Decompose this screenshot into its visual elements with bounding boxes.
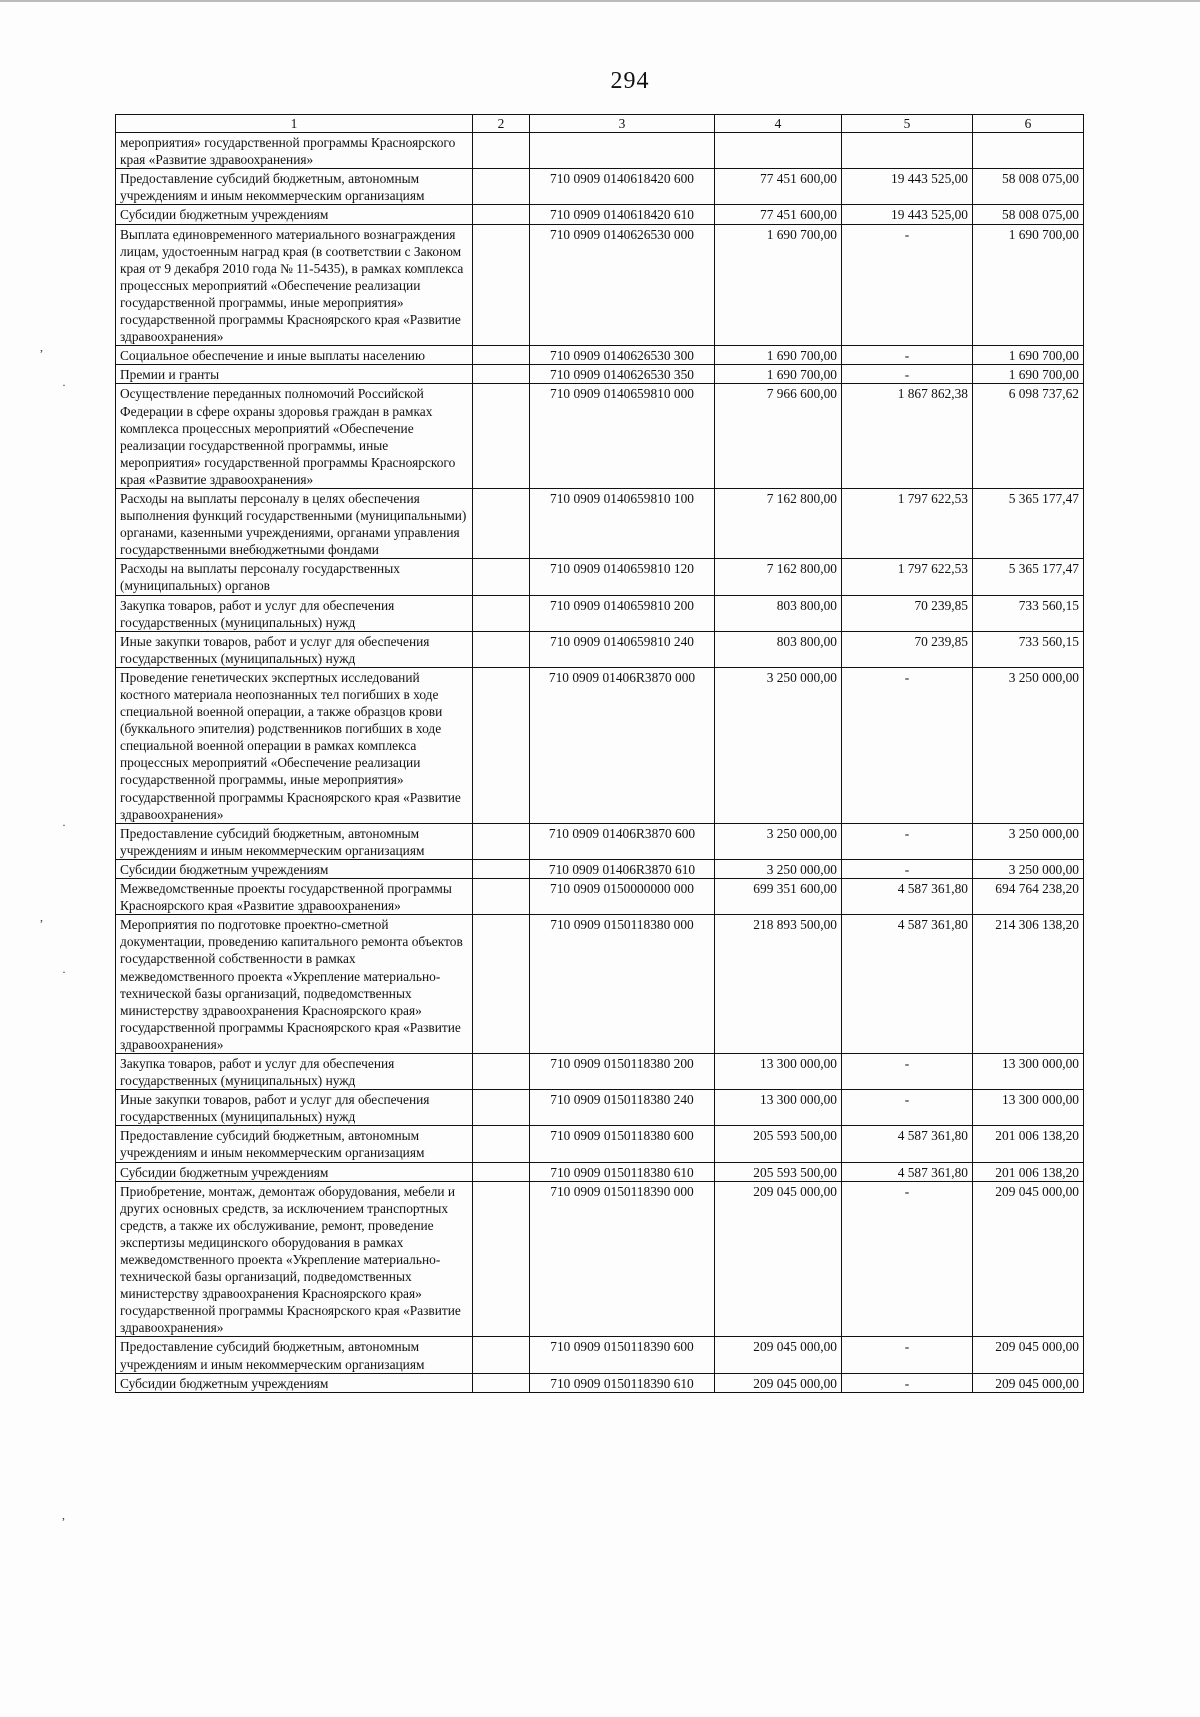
budget-code-cell: 710 0909 0150118380 600 xyxy=(530,1126,715,1162)
column-2-cell xyxy=(473,1053,530,1089)
remaining-amount-cell: 1 690 700,00 xyxy=(973,224,1084,346)
table-row xyxy=(116,1181,1084,1337)
budget-code-cell: 710 0909 0150118380 200 xyxy=(530,1053,715,1089)
budget-code-cell xyxy=(530,133,715,169)
approved-amount-cell: 209 045 000,00 xyxy=(715,1337,842,1373)
column-2-cell xyxy=(473,488,530,558)
remaining-amount-cell: 1 690 700,00 xyxy=(973,365,1084,384)
budget-table xyxy=(115,114,1084,1393)
expense-name-cell: Премии и гранты xyxy=(116,365,473,384)
column-2-cell xyxy=(473,1373,530,1392)
executed-amount-cell: 1 867 862,38 xyxy=(842,384,973,489)
expense-name-cell: Выплата единовременного материального вознаграждения лицам, удостоенным наград края (в соответствии с Законом края от 9 декабря 2010 года № 11-5435), в рамках комплекса процессных мероприятий «Обеспечение реализации государственной программы, иные мероприятия» государственной программы Красноярского края «Развитие здравоохранения» xyxy=(116,224,473,346)
approved-amount-cell: 7 966 600,00 xyxy=(715,384,842,489)
approved-amount-cell: 205 593 500,00 xyxy=(715,1126,842,1162)
column-2-cell xyxy=(473,879,530,915)
executed-amount-cell: - xyxy=(842,346,973,365)
table-row xyxy=(116,1373,1084,1392)
table-row xyxy=(116,224,1084,346)
remaining-amount-cell: 214 306 138,20 xyxy=(973,915,1084,1054)
table-row xyxy=(116,365,1084,384)
expense-name-cell: Предоставление субсидий бюджетным, автономным учреждениям и иным некоммерческим организациям xyxy=(116,1126,473,1162)
column-2-cell xyxy=(473,1181,530,1337)
expense-name-cell: Социальное обеспечение и иные выплаты населению xyxy=(116,346,473,365)
approved-amount-cell: 218 893 500,00 xyxy=(715,915,842,1054)
table-row xyxy=(116,1053,1084,1089)
executed-amount-cell: 1 797 622,53 xyxy=(842,488,973,558)
remaining-amount-cell: 58 008 075,00 xyxy=(973,205,1084,224)
budget-code-cell: 710 0909 0140659810 000 xyxy=(530,384,715,489)
table-body xyxy=(116,133,1084,1393)
approved-amount-cell: 205 593 500,00 xyxy=(715,1162,842,1181)
expense-name-cell: Предоставление субсидий бюджетным, автономным учреждениям и иным некоммерческим организациям xyxy=(116,1337,473,1373)
remaining-amount-cell: 3 250 000,00 xyxy=(973,859,1084,878)
approved-amount-cell: 13 300 000,00 xyxy=(715,1090,842,1126)
approved-amount-cell: 3 250 000,00 xyxy=(715,667,842,823)
table-row xyxy=(116,595,1084,631)
budget-code-cell: 710 0909 0140618420 610 xyxy=(530,205,715,224)
scan-mark: · xyxy=(62,378,66,392)
executed-amount-cell: - xyxy=(842,1373,973,1392)
column-2-cell xyxy=(473,559,530,595)
header-row xyxy=(116,115,1084,133)
budget-code-cell: 710 0909 0140626530 350 xyxy=(530,365,715,384)
expense-name-cell: Иные закупки товаров, работ и услуг для обеспечения государственных (муниципальных) нужд xyxy=(116,631,473,667)
table-row xyxy=(116,205,1084,224)
table-row xyxy=(116,133,1084,169)
remaining-amount-cell: 3 250 000,00 xyxy=(973,823,1084,859)
column-2-cell xyxy=(473,823,530,859)
approved-amount-cell: 3 250 000,00 xyxy=(715,823,842,859)
budget-code-cell: 710 0909 0140659810 120 xyxy=(530,559,715,595)
table-row xyxy=(116,1126,1084,1162)
expense-name-cell: Межведомственные проекты государственной программы Красноярского края «Развитие здравоохранения» xyxy=(116,879,473,915)
expense-name-cell: Закупка товаров, работ и услуг для обеспечения государственных (муниципальных) нужд xyxy=(116,595,473,631)
budget-code-cell: 710 0909 0140626530 000 xyxy=(530,224,715,346)
column-2-cell xyxy=(473,1162,530,1181)
table-row xyxy=(116,169,1084,205)
approved-amount-cell: 7 162 800,00 xyxy=(715,488,842,558)
scan-mark: · xyxy=(62,818,66,832)
expense-name-cell: Расходы на выплаты персоналу в целях обеспечения выполнения функций государственными (муниципальными) органами, казенными учреждениями, органами управления государственными внебюджетными фондами xyxy=(116,488,473,558)
remaining-amount-cell: 6 098 737,62 xyxy=(973,384,1084,489)
approved-amount-cell: 803 800,00 xyxy=(715,595,842,631)
budget-code-cell: 710 0909 0150118390 000 xyxy=(530,1181,715,1337)
column-2-cell xyxy=(473,133,530,169)
table-row xyxy=(116,859,1084,878)
table-row xyxy=(116,384,1084,489)
approved-amount-cell: 1 690 700,00 xyxy=(715,346,842,365)
executed-amount-cell: - xyxy=(842,859,973,878)
expense-name-cell: Иные закупки товаров, работ и услуг для обеспечения государственных (муниципальных) нужд xyxy=(116,1090,473,1126)
approved-amount-cell: 7 162 800,00 xyxy=(715,559,842,595)
remaining-amount-cell: 5 365 177,47 xyxy=(973,559,1084,595)
scan-mark: , xyxy=(40,910,43,924)
expense-name-cell: Предоставление субсидий бюджетным, автономным учреждениям и иным некоммерческим организациям xyxy=(116,823,473,859)
column-2-cell xyxy=(473,859,530,878)
budget-code-cell: 710 0909 0140626530 300 xyxy=(530,346,715,365)
scan-mark: · xyxy=(62,965,66,979)
remaining-amount-cell: 58 008 075,00 xyxy=(973,169,1084,205)
executed-amount-cell xyxy=(842,133,973,169)
remaining-amount-cell: 733 560,15 xyxy=(973,595,1084,631)
budget-code-cell: 710 0909 0150118390 610 xyxy=(530,1373,715,1392)
executed-amount-cell: 19 443 525,00 xyxy=(842,169,973,205)
table-row xyxy=(116,1162,1084,1181)
column-2-cell xyxy=(473,365,530,384)
approved-amount-cell xyxy=(715,133,842,169)
budget-code-cell: 710 0909 0140659810 200 xyxy=(530,595,715,631)
table-row xyxy=(116,559,1084,595)
table-row xyxy=(116,1090,1084,1126)
remaining-amount-cell: 13 300 000,00 xyxy=(973,1090,1084,1126)
column-2-cell xyxy=(473,1090,530,1126)
table-row xyxy=(116,823,1084,859)
table-row xyxy=(116,346,1084,365)
executed-amount-cell: 1 797 622,53 xyxy=(842,559,973,595)
executed-amount-cell: 4 587 361,80 xyxy=(842,879,973,915)
column-header: 6 xyxy=(973,115,1084,133)
budget-code-cell: 710 0909 0150118390 600 xyxy=(530,1337,715,1373)
approved-amount-cell: 13 300 000,00 xyxy=(715,1053,842,1089)
budget-code-cell: 710 0909 01406R3870 000 xyxy=(530,667,715,823)
column-header: 4 xyxy=(715,115,842,133)
remaining-amount-cell: 209 045 000,00 xyxy=(973,1337,1084,1373)
column-2-cell xyxy=(473,1126,530,1162)
remaining-amount-cell: 1 690 700,00 xyxy=(973,346,1084,365)
remaining-amount-cell: 733 560,15 xyxy=(973,631,1084,667)
scan-mark: , xyxy=(62,1508,65,1522)
budget-code-cell: 710 0909 0140659810 240 xyxy=(530,631,715,667)
page-number: 294 xyxy=(610,68,650,94)
column-2-cell xyxy=(473,631,530,667)
expense-name-cell: Осуществление переданных полномочий Российской Федерации в сфере охраны здоровья граждан в рамках комплекса процессных мероприятий «Обеспечение реализации государственной программы, иные мероприятия» государственной программы Красноярского края «Развитие здравоохранения» xyxy=(116,384,473,489)
expense-name-cell: Мероприятия по подготовке проектно-сметной документации, проведению капитального ремонта объектов государственной собственности в рамках межведомственного проекта «Укрепление материально-технической базы организаций, подведомственных министерству здравоохранения Красноярского края» государственной программы Красноярского края «Развитие здравоохранения» xyxy=(116,915,473,1054)
approved-amount-cell: 77 451 600,00 xyxy=(715,169,842,205)
executed-amount-cell: - xyxy=(842,365,973,384)
executed-amount-cell: - xyxy=(842,224,973,346)
executed-amount-cell: 70 239,85 xyxy=(842,631,973,667)
executed-amount-cell: 4 587 361,80 xyxy=(842,1126,973,1162)
approved-amount-cell: 1 690 700,00 xyxy=(715,224,842,346)
executed-amount-cell: 4 587 361,80 xyxy=(842,915,973,1054)
column-header: 5 xyxy=(842,115,973,133)
expense-name-cell: Приобретение, монтаж, демонтаж оборудования, мебели и других основных средств, за исключением транспортных средств, а также их обслуживание, ремонт, проведение экспертизы медицинского оборудования в рамках межведомственного проекта «Укрепление материально-технической базы организаций, подведомственных министерству здравоохранения Красноярского края» государственной программы Красноярского края «Развитие здравоохранения» xyxy=(116,1181,473,1337)
executed-amount-cell: - xyxy=(842,1181,973,1337)
approved-amount-cell: 209 045 000,00 xyxy=(715,1181,842,1337)
budget-code-cell: 710 0909 01406R3870 600 xyxy=(530,823,715,859)
column-2-cell xyxy=(473,1337,530,1373)
column-2-cell xyxy=(473,915,530,1054)
scan-mark: , xyxy=(40,340,43,354)
table-row xyxy=(116,879,1084,915)
remaining-amount-cell: 3 250 000,00 xyxy=(973,667,1084,823)
budget-code-cell: 710 0909 0150000000 000 xyxy=(530,879,715,915)
executed-amount-cell: - xyxy=(842,1053,973,1089)
budget-code-cell: 710 0909 0150118380 610 xyxy=(530,1162,715,1181)
remaining-amount-cell: 5 365 177,47 xyxy=(973,488,1084,558)
expense-name-cell: Расходы на выплаты персоналу государственных (муниципальных) органов xyxy=(116,559,473,595)
column-2-cell xyxy=(473,384,530,489)
executed-amount-cell: 70 239,85 xyxy=(842,595,973,631)
executed-amount-cell: - xyxy=(842,667,973,823)
remaining-amount-cell: 201 006 138,20 xyxy=(973,1162,1084,1181)
table-row xyxy=(116,915,1084,1054)
budget-code-cell: 710 0909 0150118380 240 xyxy=(530,1090,715,1126)
approved-amount-cell: 3 250 000,00 xyxy=(715,859,842,878)
column-2-cell xyxy=(473,224,530,346)
executed-amount-cell: - xyxy=(842,1090,973,1126)
expense-name-cell: Предоставление субсидий бюджетным, автономным учреждениям и иным некоммерческим организациям xyxy=(116,169,473,205)
column-2-cell xyxy=(473,667,530,823)
remaining-amount-cell xyxy=(973,133,1084,169)
budget-code-cell: 710 0909 0150118380 000 xyxy=(530,915,715,1054)
executed-amount-cell: 19 443 525,00 xyxy=(842,205,973,224)
table-row xyxy=(116,1337,1084,1373)
budget-code-cell: 710 0909 0140659810 100 xyxy=(530,488,715,558)
expense-name-cell: мероприятия» государственной программы Красноярского края «Развитие здравоохранения» xyxy=(116,133,473,169)
remaining-amount-cell: 209 045 000,00 xyxy=(973,1373,1084,1392)
executed-amount-cell: 4 587 361,80 xyxy=(842,1162,973,1181)
remaining-amount-cell: 13 300 000,00 xyxy=(973,1053,1084,1089)
expense-name-cell: Проведение генетических экспертных исследований костного материала неопознанных тел погибших в ходе специальной военной операции, а также образцов крови (буккального эпителия) родственников погибших в ходе специальной военной операции в рамках комплекса процессных мероприятий «Обеспечение реализации государственной программы, иные мероприятия» государственной программы Красноярского края «Развитие здравоохранения» xyxy=(116,667,473,823)
table-row xyxy=(116,667,1084,823)
approved-amount-cell: 803 800,00 xyxy=(715,631,842,667)
scan-edge xyxy=(0,0,1200,2)
budget-code-cell: 710 0909 01406R3870 610 xyxy=(530,859,715,878)
approved-amount-cell: 209 045 000,00 xyxy=(715,1373,842,1392)
expense-name-cell: Закупка товаров, работ и услуг для обеспечения государственных (муниципальных) нужд xyxy=(116,1053,473,1089)
remaining-amount-cell: 209 045 000,00 xyxy=(973,1181,1084,1337)
executed-amount-cell: - xyxy=(842,1337,973,1373)
column-2-cell xyxy=(473,169,530,205)
executed-amount-cell: - xyxy=(842,823,973,859)
column-header: 1 xyxy=(116,115,473,133)
column-2-cell xyxy=(473,205,530,224)
remaining-amount-cell: 694 764 238,20 xyxy=(973,879,1084,915)
column-header: 3 xyxy=(530,115,715,133)
column-header: 2 xyxy=(473,115,530,133)
approved-amount-cell: 699 351 600,00 xyxy=(715,879,842,915)
approved-amount-cell: 77 451 600,00 xyxy=(715,205,842,224)
column-2-cell xyxy=(473,595,530,631)
expense-name-cell: Субсидии бюджетным учреждениям xyxy=(116,205,473,224)
expense-name-cell: Субсидии бюджетным учреждениям xyxy=(116,1162,473,1181)
expense-name-cell: Субсидии бюджетным учреждениям xyxy=(116,1373,473,1392)
budget-code-cell: 710 0909 0140618420 600 xyxy=(530,169,715,205)
remaining-amount-cell: 201 006 138,20 xyxy=(973,1126,1084,1162)
expense-name-cell: Субсидии бюджетным учреждениям xyxy=(116,859,473,878)
approved-amount-cell: 1 690 700,00 xyxy=(715,365,842,384)
table-row xyxy=(116,488,1084,558)
column-2-cell xyxy=(473,346,530,365)
table-row xyxy=(116,631,1084,667)
